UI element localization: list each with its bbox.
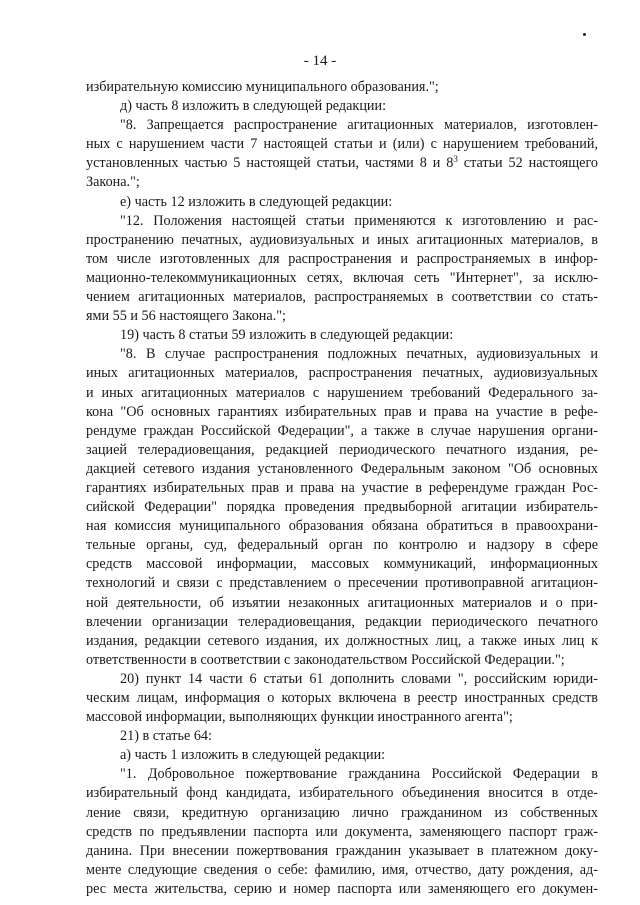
text-line	[86, 613, 598, 632]
text-line-content: избирательный фонд кандидата, избирательного объединения вносится в отде-	[86, 785, 598, 802]
text-line-content: ями 55 и 56 настоящего Закона.";	[86, 308, 286, 325]
text-line	[86, 116, 598, 135]
text-line	[86, 765, 598, 784]
text-line-content: "12. Положения настоящей статьи применяются к изготовлению и рас-	[120, 212, 598, 229]
text-line-content: иных агитационных материалов, распространения печатных, аудиовизуальных	[86, 365, 598, 382]
text-line-content: 21) в статье 64:	[120, 728, 212, 745]
text-line-content: средств массовой информации, массовых коммуникаций, информационных	[86, 556, 598, 573]
text-line-content: том числе изготовленных для распространения и распространяемых в инфор-	[86, 250, 598, 267]
text-line	[86, 842, 598, 861]
text-line	[86, 784, 598, 803]
text-line	[86, 135, 598, 154]
text-line-content: рендуме граждан Российской Федерации", а также в случае нарушения органи-	[86, 422, 598, 439]
text-line-content: ная комиссия муниципального образования обязана обратиться в правоохрани-	[86, 518, 598, 535]
text-line	[86, 193, 598, 212]
text-line	[86, 422, 598, 441]
text-line-content: "1. Добровольное пожертвование гражданина Российской Федерации в	[120, 766, 598, 783]
text-line	[86, 173, 598, 192]
text-line-content: "8. В случае распространения подложных печатных, аудиовизуальных и	[120, 346, 598, 363]
text-line-content: пространению печатных, аудиовизуальных и иных агитационных материалов, в	[86, 231, 598, 248]
text-line	[86, 689, 598, 708]
text-line	[86, 288, 598, 307]
text-line-content: и иных агитационных материалов с нарушением требований Федерального за-	[86, 384, 598, 401]
text-line	[86, 746, 598, 765]
text-line	[86, 708, 598, 727]
text-line-content: менте следующие сведения о себе: фамилию, имя, отчество, дату рождения, ад-	[86, 861, 598, 878]
text-line-content: а) часть 1 изложить в следующей редакции:	[120, 747, 386, 764]
text-line-content: технологий и связи с представлением о пресечении противоправной агитацион-	[86, 575, 598, 592]
text-line-content: 19) часть 8 статьи 59 изложить в следующей редакции:	[120, 327, 454, 344]
text-line	[86, 632, 598, 651]
text-line-content: кона "Об основных гарантиях избирательных прав и права на участие в рефе-	[86, 403, 598, 420]
text-line	[86, 651, 598, 670]
text-line-content: Закона.";	[86, 174, 140, 191]
text-line	[86, 384, 598, 403]
text-line	[86, 498, 598, 517]
superscript: 3	[453, 154, 458, 165]
text-line-content: ной деятельности, об изъятии незаконных агитационных материалов и о при-	[86, 594, 598, 611]
text-line-content: ческим лицам, информация о которых включена в реестр иностранных средств	[86, 690, 598, 706]
text-line	[86, 326, 598, 345]
text-line	[86, 154, 598, 173]
text-line	[86, 479, 598, 498]
text-line-content: ных с нарушением части 7 настоящей статьи и (или) с нарушением требований,	[86, 136, 598, 153]
text-line-content: дакцией сетевого издания установленного Федеральным законом "Об основных	[86, 460, 598, 477]
text-line	[86, 727, 598, 746]
text-line-content: "8. Запрещается распространение агитационных материалов, изготовлен-	[120, 117, 598, 134]
text-line	[86, 536, 598, 555]
text-line	[86, 345, 598, 364]
text-line	[86, 823, 598, 842]
text-line	[86, 307, 598, 326]
text-line	[86, 517, 598, 536]
text-line	[86, 403, 598, 422]
text-line	[86, 861, 598, 880]
text-line	[86, 231, 598, 250]
text-line-content: ление связи, кредитную организацию лично гражданином из собственных	[86, 804, 598, 821]
text-line	[86, 364, 598, 383]
text-line	[86, 212, 598, 231]
text-line	[86, 574, 598, 593]
text-line-content: избирательную комиссию муниципального образования.";	[86, 79, 439, 95]
scan-speck	[583, 33, 586, 36]
text-line	[86, 555, 598, 574]
text-line	[86, 460, 598, 479]
text-line-content: данина. При внесении пожертвования гражданин указывает в платежном доку-	[86, 842, 598, 859]
text-line	[86, 441, 598, 460]
text-line-content: ответственности в соответствии с законодательством Российской Федерации.";	[86, 651, 565, 668]
page-number: - 14 -	[303, 53, 337, 69]
text-line-content: издания, редакции сетевого издания, их должностных лиц, а также иных лиц к	[86, 632, 598, 649]
text-line-content: 20) пункт 14 части 6 статьи 61 дополнить словами ", российским юриди-	[120, 670, 598, 687]
text-line-content: мационно-телекоммуникационных сетях, включая сеть "Интернет", за исклю-	[86, 269, 598, 286]
text-line	[86, 594, 598, 613]
text-line-content: чением агитационных материалов, распространяемых в соответствии со стать-	[86, 289, 598, 306]
text-line-content: е) часть 12 изложить в следующей редакции:	[120, 193, 393, 210]
text-line-tail: статьи 52 настоящего	[457, 155, 598, 172]
text-line-content: тельные органы, суд, федеральный орган по контролю и надзору в сфере	[86, 537, 598, 554]
text-line-content: д) часть 8 изложить в следующей редакции:	[120, 98, 387, 115]
text-line	[86, 880, 598, 899]
text-line-content: гарантиях избирательных прав и права на участие в референдуме граждан Рос-	[86, 479, 598, 496]
text-line	[86, 670, 598, 689]
text-line-content: зацией телерадиовещания, редакцией периодического печатного издания, ре-	[86, 441, 598, 458]
text-line	[86, 269, 598, 288]
text-line-content: влечении организации телерадиовещания, редакции периодического печатного	[86, 613, 598, 630]
text-line-content: установленных частью 5 настоящей статьи, частями 8 и 8	[86, 155, 454, 172]
text-line-content: сийской Федерации" порядка проведения предвыборной агитации избиратель-	[86, 499, 598, 516]
text-line	[86, 97, 598, 116]
text-line-content: рес места жительства, серию и номер паспорта или заменяющего его докумен-	[86, 880, 598, 897]
text-line	[86, 250, 598, 269]
text-line-content: средств по предъявлении паспорта или документа, заменяющего паспорт граж-	[86, 823, 598, 840]
text-line	[86, 804, 598, 823]
text-line	[86, 78, 598, 97]
document-body	[86, 78, 598, 899]
text-line-content: массовой информации, выполняющих функции иностранного агента";	[86, 709, 513, 726]
